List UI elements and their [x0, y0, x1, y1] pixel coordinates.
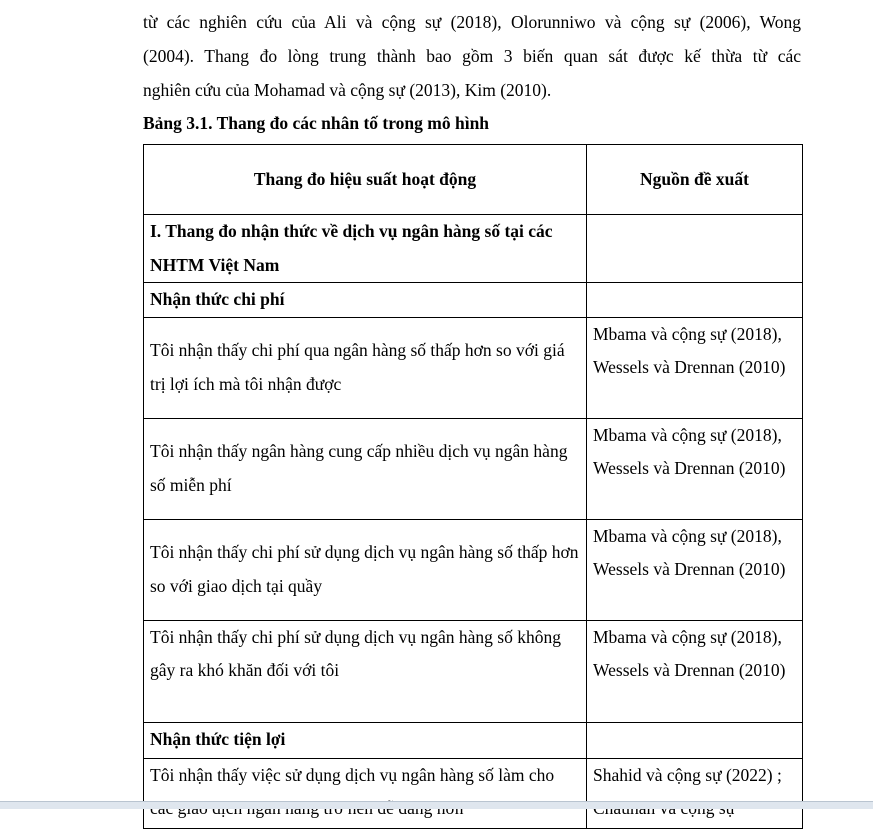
- group-cost-title: Nhận thức chi phí: [144, 283, 587, 318]
- scale-table: [143, 144, 803, 829]
- table-caption: Bảng 3.1. Thang đo các nhân tố trong mô hình: [143, 113, 490, 133]
- intro-line-2: (2004). Thang đo lòng trung thành bao gồm 3 biến quan sát được kế thừa từ các: [143, 46, 801, 66]
- source-text: Mbama và cộng sự (2018), Wessels và Drennan (2010): [587, 519, 803, 620]
- item-text: Tôi nhận thấy chi phí qua ngân hàng số thấp hơn so với giá trị lợi ích mà tôi nhận được: [144, 317, 587, 418]
- group-row: [144, 722, 803, 758]
- source-text: Shahid và cộng sự (2022) ;: [587, 758, 803, 828]
- group-convenience-title: Nhận thức tiện lợi: [144, 722, 587, 758]
- source-text: Mbama và cộng sự (2018), Wessels và Drennan (2010): [587, 418, 803, 519]
- table-header-row: [144, 145, 803, 215]
- empty-cell: [587, 283, 803, 318]
- item-text: Tôi nhận thấy chi phí sử dụng dịch vụ ngân hàng số thấp hơn so với giao dịch tại quầy: [144, 519, 587, 620]
- table-row: [144, 519, 803, 620]
- header-source: Nguồn đề xuất: [587, 145, 803, 215]
- table-row: [144, 758, 803, 828]
- table-row: [144, 620, 803, 722]
- table-row: [144, 317, 803, 418]
- table-row: [144, 418, 803, 519]
- group-row: [144, 283, 803, 318]
- intro-line-3: nghiên cứu của Mohamad và cộng sự (2013), Kim (2010).: [143, 80, 552, 100]
- empty-cell: [587, 215, 803, 283]
- header-scale: Thang đo hiệu suất hoạt động: [144, 145, 587, 215]
- item-text: Tôi nhận thấy chi phí sử dụng dịch vụ ngân hàng số không gây ra khó khăn đối với tôi: [144, 620, 587, 722]
- section-row: [144, 215, 803, 283]
- empty-cell: [587, 722, 803, 758]
- intro-line-1: từ các nghiên cứu của Ali và cộng sự (2018), Olorunniwo và cộng sự (2006), Wong: [143, 12, 801, 32]
- source-text: Mbama và cộng sự (2018), Wessels và Drennan (2010): [587, 317, 803, 418]
- section-title: I. Thang đo nhận thức về dịch vụ ngân hàng số tại các NHTM Việt Nam: [144, 215, 587, 283]
- source-text: Mbama và cộng sự (2018), Wessels và Drennan (2010): [587, 620, 803, 722]
- item-text: Tôi nhận thấy ngân hàng cung cấp nhiều dịch vụ ngân hàng số miễn phí: [144, 418, 587, 519]
- item-text: Tôi nhận thấy việc sử dụng dịch vụ ngân hàng số làm cho: [144, 758, 587, 828]
